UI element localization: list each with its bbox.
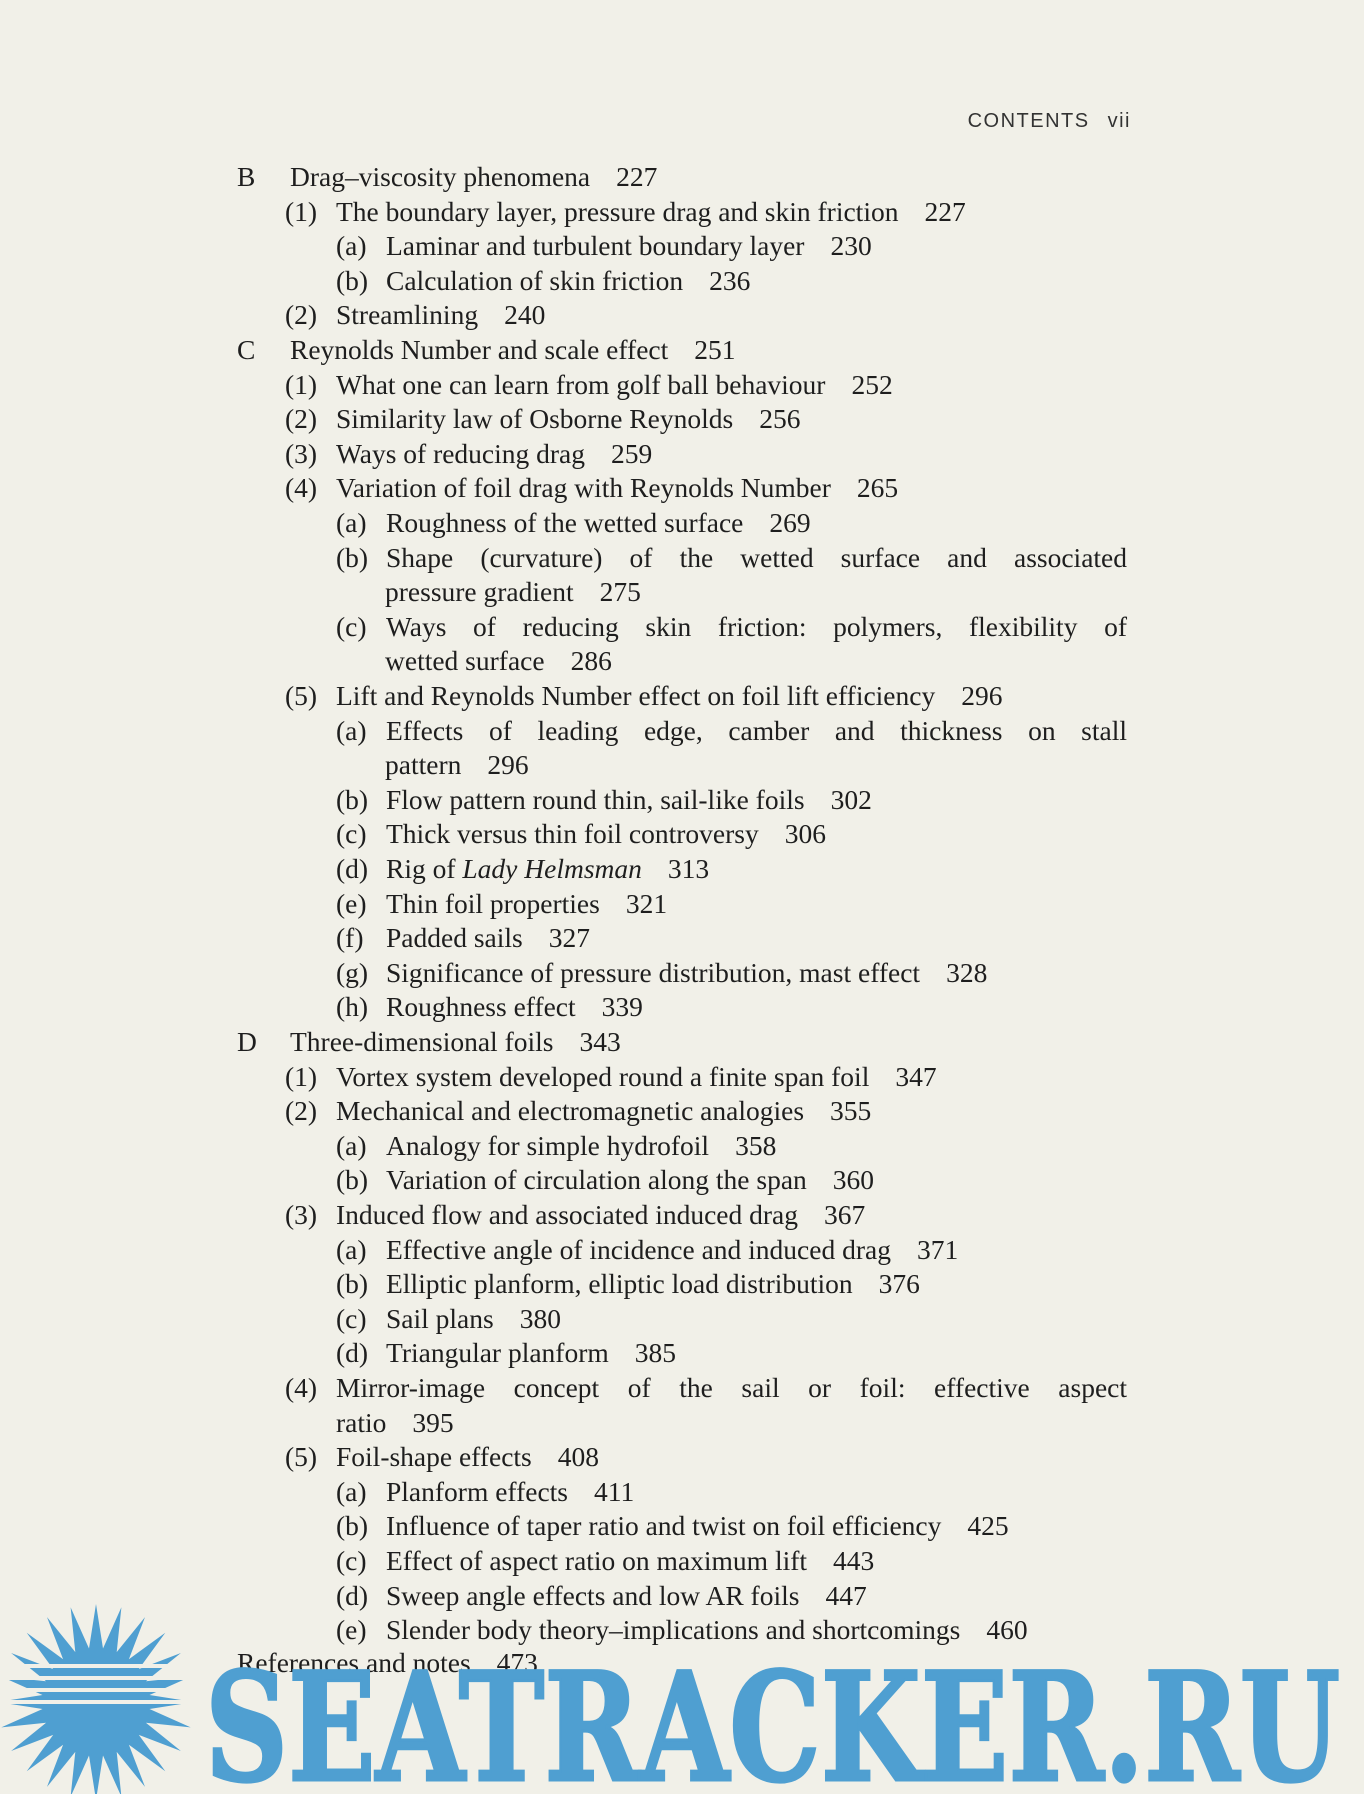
toc-title: What one can learn from golf ball behaviour [336,368,826,400]
toc-title: pattern [385,749,462,781]
toc-label: (2) [285,403,318,435]
toc-page: 328 [946,956,988,988]
toc-page: 443 [833,1545,875,1576]
toc-title: Thin foil properties [386,887,600,919]
toc-page: 227 [924,195,966,227]
toc-label: (c) [336,1545,367,1576]
references-page: 473 [496,1647,538,1678]
toc-label: C [237,334,256,365]
toc-label: (b) [336,264,369,296]
toc-page: 275 [599,576,641,608]
toc-page: 447 [825,1579,867,1611]
toc-label: (b) [336,783,369,815]
toc-page: 230 [830,230,872,262]
toc-label: (1) [285,368,318,400]
toc-page: 371 [916,1233,959,1265]
toc-title: Calculation of skin friction [386,264,684,296]
toc-title: Significance of pressure distribution, mast effect [386,956,921,988]
toc-page: 306 [784,818,826,850]
toc-page: 269 [769,507,811,538]
toc-title: Ways of reducing drag [336,437,586,469]
toc-page: 395 [412,1406,454,1438]
toc-page: 358 [735,1129,777,1161]
header-title: CONTENTS [967,110,1090,132]
toc-title: Variation of foil drag with Reynolds Number [336,472,831,504]
toc-title: Effective angle of incidence and induced drag [386,1233,891,1265]
toc-page: 256 [759,403,801,435]
toc-title: The boundary layer, pressure drag and skin friction [336,195,899,227]
toc-label: (d) [336,853,369,884]
toc-label: (e) [336,887,367,919]
toc-title: Sweep angle effects and low AR foils [386,1579,800,1611]
toc-label: (5) [285,680,318,711]
toc-label: (a) [336,507,367,538]
toc-page: 425 [967,1510,1009,1542]
toc-page: 259 [611,437,653,469]
toc-label: (a) [336,1233,367,1265]
toc-label: D [237,1026,257,1057]
toc-label: (a) [336,230,367,262]
toc-title: Laminar and turbulent boundary layer [386,230,805,262]
toc-page: 296 [487,749,529,781]
toc-title: Thick versus thin foil controversy [386,818,759,850]
toc-page: 376 [878,1268,920,1300]
sun-icon [0,1604,200,1794]
toc-page: 227 [616,161,658,192]
toc-title: Influence of taper ratio and twist on foil efficiency [386,1510,942,1542]
header-page-number: vii [1107,110,1131,132]
toc-entry-continuation [385,575,641,610]
toc-label: (5) [285,1441,318,1473]
toc-label: (b) [336,1510,369,1542]
toc-label: (3) [285,437,318,469]
toc-page: 236 [709,264,751,296]
toc-title: Ways of reducing skin friction: polymers, flexibility of [386,610,1127,642]
toc-label: (a) [336,714,367,746]
toc-page: 347 [895,1060,937,1092]
toc-entry-continuation [385,748,529,783]
toc-label: (a) [336,1129,367,1161]
toc-label: (h) [336,991,369,1023]
toc-label: (1) [285,1060,318,1092]
toc-label: (f) [336,922,364,954]
toc-title: Sail plans [386,1302,494,1334]
toc-page: 265 [856,472,899,504]
toc-title: Flow pattern round thin, sail-like foils [386,783,805,815]
toc-title: Vortex system developed round a finite span foil [336,1060,870,1092]
toc-title: Slender body theory–implications and shortcomings [386,1614,961,1646]
toc-label: (2) [285,1095,318,1127]
toc-page: 252 [851,368,893,400]
toc-page: 313 [667,853,710,884]
toc-label: (b) [336,541,369,573]
toc-label: (e) [336,1614,367,1646]
toc-page: 367 [823,1199,866,1230]
toc-title: Streamlining [336,299,479,331]
toc-title: Roughness of the wetted surface [386,507,744,538]
toc-label: (c) [336,610,367,642]
toc-title: Drag–viscosity phenomena [290,161,591,192]
toc-label: (c) [336,1302,367,1334]
toc-page: 411 [594,1475,635,1507]
toc-title: Analogy for simple hydrofoil [386,1129,710,1161]
toc-page: 385 [634,1337,677,1369]
toc-label: (1) [285,195,318,227]
toc-title: Similarity law of Osborne Reynolds [336,403,734,435]
toc-title: Mechanical and electromagnetic analogies [336,1095,805,1127]
toc-page: 251 [694,334,736,365]
toc-title: Roughness effect [386,991,576,1023]
toc-entry-continuation [336,1406,454,1441]
watermark-text: SEATRACKER.RU [205,1640,1340,1794]
toc-title: Three-dimensional foils [290,1026,554,1057]
toc-label: (d) [336,1579,369,1611]
toc-title: Effect of aspect ratio on maximum lift [386,1545,808,1576]
toc-label: (b) [336,1164,369,1196]
toc-page: 240 [504,299,546,331]
toc-page: 380 [519,1302,561,1334]
toc-title: Rig of [386,853,456,884]
references-title: References and notes [237,1647,471,1678]
toc-page: 296 [961,680,1003,711]
toc-title: Foil-shape effects [336,1441,532,1473]
toc-title: Induced flow and associated induced drag [336,1199,798,1230]
toc-title: Shape (curvature) of the wetted surface and associated [386,541,1127,573]
toc-title: wetted surface [385,645,545,677]
toc-label: (c) [336,818,367,850]
toc-title: Variation of circulation along the span [386,1164,807,1196]
toc-page: 327 [548,922,590,954]
toc-page: 302 [830,783,872,815]
toc-label: (g) [336,956,369,988]
toc-title: Effects of leading edge, camber and thickness on stall [386,714,1127,746]
toc-page: 343 [579,1026,621,1057]
toc-label: (b) [336,1268,369,1300]
toc-title: Padded sails [386,922,523,954]
toc-label: (2) [285,299,318,331]
toc-page: 286 [570,645,612,677]
toc-title: Triangular planform [386,1337,609,1369]
toc-title: Lift and Reynolds Number effect on foil lift efficiency [336,680,936,711]
toc-page: 408 [557,1441,599,1473]
toc-label: (3) [285,1199,318,1230]
toc-title: Reynolds Number and scale effect [290,334,669,365]
watermark [0,1592,1364,1794]
toc-page: 360 [832,1164,875,1196]
toc-title: Mirror-image concept of the sail or foil: effective aspect [336,1372,1127,1403]
toc-page: 321 [625,887,668,919]
toc-label: B [237,161,256,192]
toc-entry-continuation [385,644,612,679]
toc-title: pressure gradient [385,576,574,608]
toc-page: 339 [601,991,643,1023]
toc-label: (4) [285,1372,318,1403]
running-header [968,110,1131,133]
toc-title: ratio [336,1406,387,1438]
toc-label: (d) [336,1337,369,1369]
toc-label: (a) [336,1475,367,1507]
toc-title: Elliptic planform, elliptic load distribution [386,1268,853,1300]
toc-title: Planform effects [386,1475,568,1507]
toc-page: 460 [986,1614,1028,1646]
toc-page: 355 [830,1095,872,1127]
toc-title-italic: Lady Helmsman [462,853,642,884]
toc-label: (4) [285,472,318,504]
